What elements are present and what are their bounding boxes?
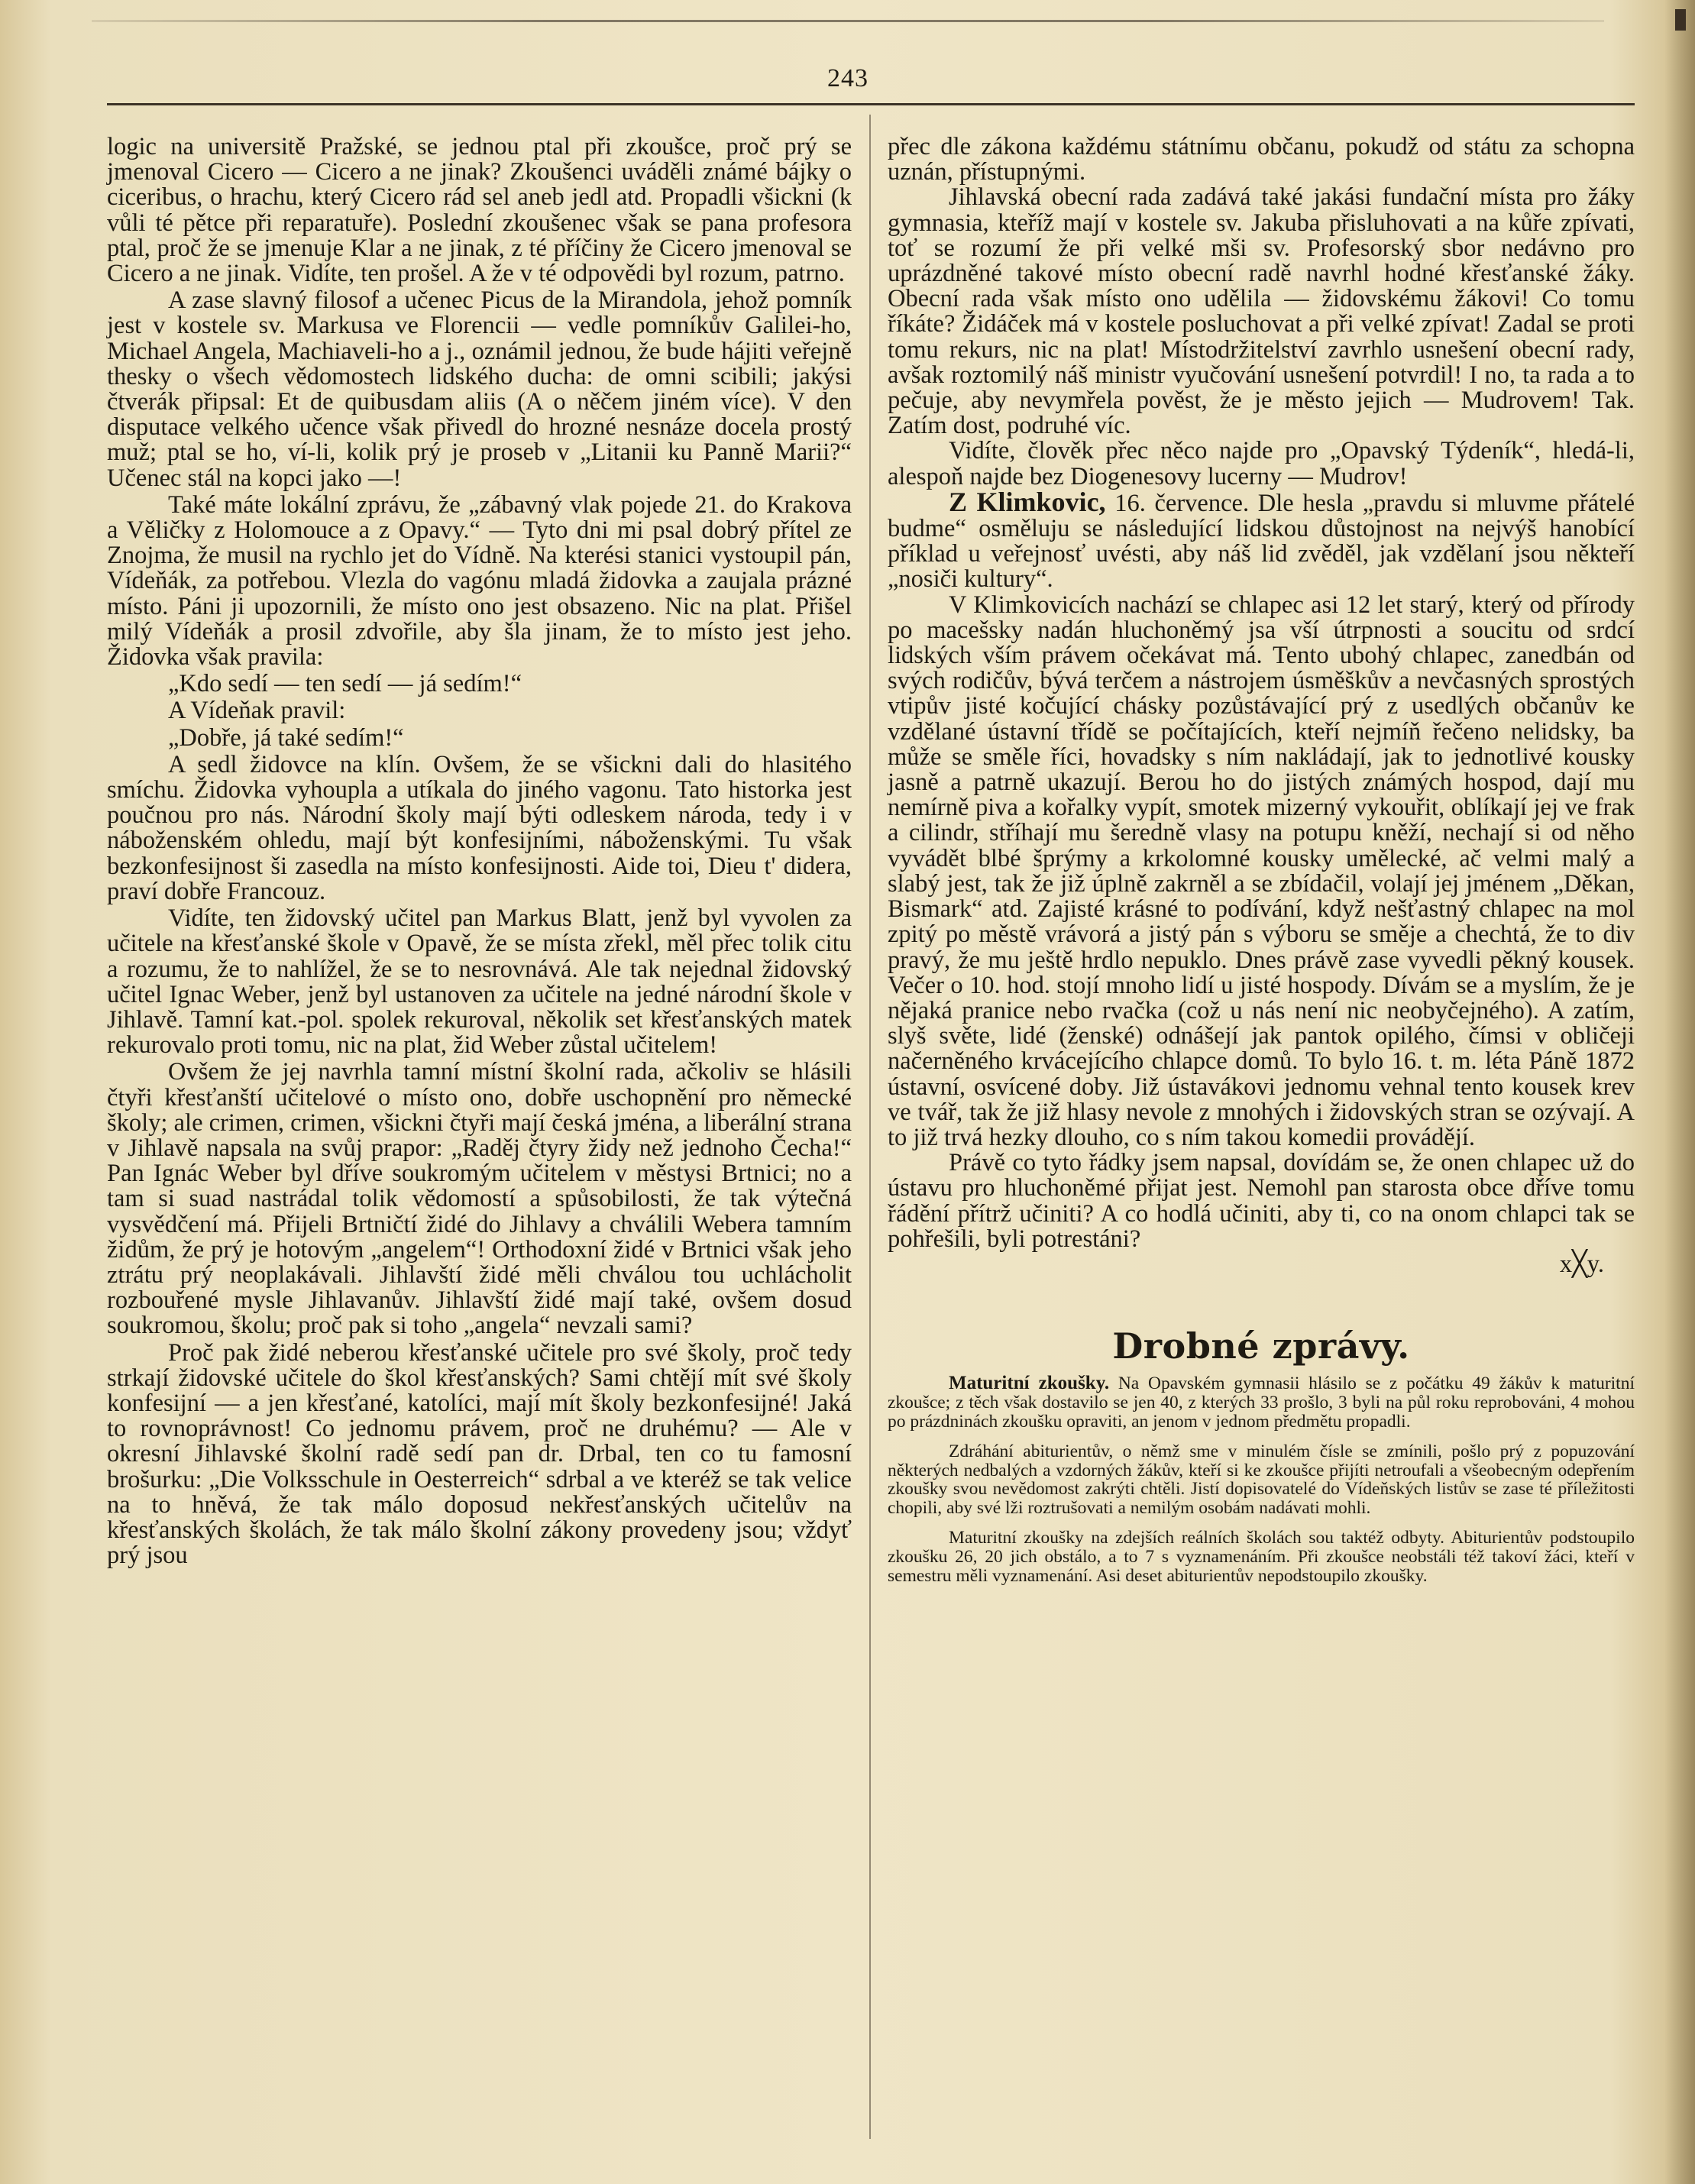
paragraph: logic na universitě Pražské, se jednou ptal při zkoušce, proč prý se jmenoval Cicero — Cicero a ne jinak? Zkoušenci uváděli známé bájky o ciceribus, o hrachu, který Cicero rád sel aneb jedl atd. Propadli všickni (k vůli té pětce při reparatuře). Poslední zkoušenec však se pana profesora ptal, proč že se jmenuje Klar a ne jinak, z té příčiny že Cicero jmenoval se Cicero a ne jinak. Vidíte, ten prošel. A že v té odpovědi byl rozum, patrno. [107,133,852,288]
signature-line [888,1252,1635,1277]
page-edge-shadow [1664,0,1695,2184]
paragraph: Právě co tyto řádky jsem napsal, dovídám se, že onen chlapec už do ústavu pro hluchoněmé přijat jest. Nemohl pan starosta obce dříve tomu řádění přítrž učiniti? A co hodlá učiniti, aby ti, co na onom chlapci tak se pohřešili, byli potrestáni? [888,1149,1635,1253]
paragraph: Ovšem že jej navrhla tamní místní školní rada, ačkoliv se hlásili čtyři křesťanští učitelové o místo ono, dobře uschopnění pro německé školy; ale crimen, crimen, všickni čtyři mají česká jména, a liberální strana v Jihlavě napsala na svůj prapor: „Raděj čtyry židy než jednoho Čecha!“ Pan Ignác Weber byl dříve soukromým učitelem v městysi Brtnici; no a tam si suad nastrádal tolik vědomostí a spůsobilosti, že tak výtečná vysvědčení má. Přijeli Brtničtí židé do Jihlavy a chválili Webera tamním židům, že prý je hotovým „angelem“! Orthodoxní židé v Brtnici však jeho ztrátu prý neoplakávali. Jihlavští židé měli chválou tou uchlácholit rozbouřené mysle Jihlavanův. Jihlavští židé mají také, ovšem dosud soukromou, školu; proč pak si toho „angela“ nevzali sami? [107,1058,852,1340]
paragraph: A zase slavný filosof a učenec Picus de la Mirandola, jehož pomník jest v kostele sv. Markusa ve Florencii — vedle pomníkův Galilei-ho, Michael Angela, Machiaveli-ho a j., oznámil jednou, že bude hájiti veřejně thesky o všech vědomostech lidského ducha: de omni scibili; jakýsi čtverák připsal: Et de quibusdam aliis (A o něčem jiném více). V den disputace velkého učence však přivedl do hrozné nesnáze docela prostý muž; ptal se ho, ví-li, kolik prý je proseb v „Litanii ku Panně Marii?“ Učenec stál na kopci jako —! [107,286,852,492]
news-brief: Maturitní zkoušky na zdejších reálních školách sou taktéž odbyty. Abiturientův podstoupilo zkoušku 26, 20 jich obstálo, a to 7 s vyznamenáním. Při zkoušce neobstáli též takoví žáci, kteří v semestru měli vyznamenání. Asi deset abiturientův nepodstoupilo zkoušky. [888,1527,1635,1586]
corner-mark [1675,9,1686,31]
signature: x╳y. [1559,1250,1604,1278]
right-column [888,134,1635,1585]
paragraph: Vidíte, člověk přec něco najde pro „Opavský Týdeník“, hledá-li, alespoň najde bez Diogenesovy lucerny — Mudrov! [888,437,1635,490]
paragraph: Proč pak židé neberou křesťanské učitele pro své školy, proč tedy strkají židovské učitele do škol křesťanských? Sami chtějí mít své školy konfesijní — a jen křesťané, katolíci, mají mít školy bezkonfesijné! Jaká to rovnoprávnost! Co jednomu právem, proč ne druhému? — Ale v okresní Jihlavské školní radě sedí pan dr. Drbal, ten co tu famosní brošurku: „Die Volksschule in Oesterreich“ sdrbal a ve kteréž se tak velice na to hněvá, že tak málo doposud nekřesťanských učitelův na křesťanských školách, že tak málo školní zákony provedeny jsou; vždyť prý jsou [107,1338,852,1570]
news-brief [888,1374,1635,1431]
top-rule [92,20,1604,22]
dateline: Z Klimkovic, [949,486,1106,517]
news-brief-head: Maturitní zkoušky. [949,1373,1110,1394]
news-brief-text: Na Opavském gymnasii hlásilo se z počátku 49 žákův k maturitní zkoušce; z těch však dostavilo se jen 40, z kterých 33 prošlo, 3 byli na půl roku reprobováni, 4 mohou po prázdninách zkoušku opraviti, an jenom v jednom předmětu propadli. [888,1373,1635,1432]
dialogue-line: „Kdo sedí — ten sedí — já sedím!“ [168,670,522,698]
paragraph: přec dle zákona každému státnímu občanu, pokudž od státu za schopna uznán, přístupnými. [888,133,1635,186]
dialogue-line: A Vídeňak pravil: [168,697,346,725]
dialogue-line: „Dobře, já také sedím!“ [168,723,404,752]
section-title: Drobné zprávy. [1112,1325,1410,1367]
paragraph: A sedl židovce na klín. Ovšem, že se všickni dali do hlasitého smíchu. Židovka vyhoupla a utíkala do jiného vagonu. Tato historka jest poučnou pro nás. Národní školy mají býti odleskem národa, tedy i v náboženském ohledu, mají být konfesijními, náboženskými. Tu však bezkonfesijnost ši zasedla na místo konfesijnosti. Aide toi, Dieu t' didera, praví dobře Francouz. [107,750,852,905]
left-column [107,134,852,1568]
header-rule [107,103,1635,105]
news-brief: Zdráhání abiturientův, o němž sme v minulém čísle se zmínili, pošlo prý z popuzování některých nedbalých a vzdorných žákův, kteří si ke zkoušce přijíti netroufali a všeobecným odepřením zkoušky svou nevědomost zakrýti chtěli. Jistí dopisovatelé do Vídeňských listův se zase té příležitosti chopili, aby své lži roztrušovati a nemilým osobám nadávati mohli. [888,1441,1635,1519]
paragraph: Vidíte, ten židovský učitel pan Markus Blatt, jenž byl vyvolen za učitele na křesťanské škole v Opavě, že se místa zřekl, měl přec tolik citu a rozumu, že to nahlížel, že se to nesrovnává. Ale tak nejednal židovský učitel Ignac Weber, jenž byl ustanoven za učitele na jedné národní škole v Jihlavě. Tamní kat.-pol. spolek rekuroval, několik set křesťanských matek rekurovalo proti tomu, nic na plat, žid Weber zůstal učitelem! [107,904,852,1060]
paragraph: Také máte lokální zprávu, že „zábavný vlak pojede 21. do Krakova a Věličky z Holomouce a z Opavy.“ — Tyto dni mi psal dobrý přítel ze Znojma, že musil na rychlo jet do Vídně. Na kterési stanici vystoupil pán, Vídeňák, za potřebou. Vlezla do vagónu mladá židovka a zaujala prázné místo. Páni ji upozornili, že místo ono jest obsazeno. Nic na plat. Přišel milý Vídeňák a prosil zdvořile, aby šla jinam, že to místo jest jeho. Židovka však pravila: [107,490,852,671]
news-item-klimkovice [888,486,1635,594]
column-divider [869,115,871,2139]
paragraph: Jihlavská obecní rada zadává také jakási fundační místa pro žáky gymnasia, kteříž mají v kostele sv. Jakuba přisluhovati a na kůře zpívati, toť se rozumí že při velké mši sv. Profesorský sbor nedávno pro uprázdněné takové místo obecní radě navrhl hodné křesťanské žáky. Obecní rada však místo ono udělila — židovskému žákovi! Co tomu říkáte? Židáček má v kostele posluchovat a při velké zpívat! Zadal se proti tomu rekurs, nic na plat! Místodržitelství zavrhlo usnešení obecní rady, avšak roztomilý náš ministr vyučování usnešení potvrdil! I no, ta rada a to pečuje, aby nevymřela pověst, že je město jejich — Mudrovem! Tak. Zatím dost, podruhé víc. [888,183,1635,440]
paragraph: V Klimkovicích nachází se chlapec asi 12 let starý, který od přírody po macešsky nadán hluchoněmý jsa vší útrpnosti a soucitu od srdcí lidských vším právem očekávat má. Tento ubohý chlapec, zanedbán od svých rodičův, bývá terčem a nástrojem úsměškův a nevčasných sprostých vtipův jisté kočující chásky pozůstávající prý z usedlých občanův ke vzdělané ústavní třídě se počítajících, kteří nejmíň řečeno nelidsky, ba může se směle říci, hovadsky s ním nakládají, jak to jednotlivé kousky jasně a patrně ukazují. Berou ho do jistých známých hospod, dají mu nemírně piva a kořalky vypít, smotek mizerný vykouřit, oblíkají jej ve frak a cilindr, stříhají mu šeredně vlasy na potupu kněží, nechají si od něho vyvádět blbé šprýmy a krkolomné kousky umělecké, ač velmi malý a slabý jest, tak že již úplně zakrněl a se zbídačil, volají jej jménem „Děkan, Bismark“ atd. Zajisté krásné to podívání, když nešťastný chlapec na mol zpitý po městě vrávorá a jistý pán s výboru se směje a chechtá, že to div pravý, že mu ještě hrdlo nepuklo. Dnes právě zase vyvedli pěkný kousek. Večer o 10. hod. stojí mnoho lidí u jisté hospody. Dívám se a myslím, že je nějaká pranice nebo rvačka (což u nás není nic neobyčejného). A zatím, slyš světe, lidé (ženské) odnášejí jak pantok opilého, čímsi v obličeji načerněného krvácejícího chlapce domů. To bylo 16. t. m. léta Páně 1872 ústavní, osvícené doby. Již ústavákovi jednomu vehnal tento kousek krev ve tvář, tak že již hlasy nevole z mnohých i židovských stran se ozývají. A to již trvá hezky dlouho, co s ním takou komedii provádějí. [888,590,1635,1151]
dateline-text: 16. července. Dle hesla „pravdu si mluvme přátelé budme“ osměluju se následující lidskou důstojnost na nejvýš hanobící příklad u veřejnosť uvésti, aby náš lid zvěděl, jak vzdělaní jsou někteří „nosiči kultury“. [888,489,1635,594]
page-number: 243 [827,64,869,92]
